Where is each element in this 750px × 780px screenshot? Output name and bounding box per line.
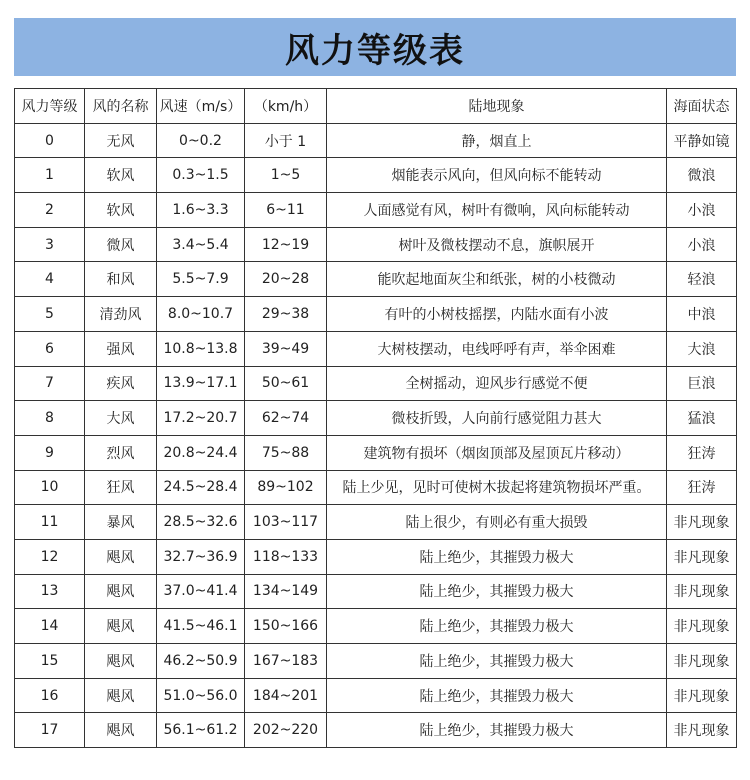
level-cell: 17: [15, 713, 85, 748]
name-cell: 疾风: [85, 366, 157, 401]
table-row: [15, 609, 737, 644]
name-cell: 烈风: [85, 435, 157, 470]
speed-ms-cell: 10.8~13.8: [157, 331, 245, 366]
table-row: [15, 227, 737, 262]
speed-ms-cell: 13.9~17.1: [157, 366, 245, 401]
land-phenomenon-cell: 陆上绝少，其摧毁力极大: [327, 609, 667, 644]
table-row: [15, 505, 737, 540]
header-cell-name: 风的名称: [85, 89, 157, 124]
sea-state-cell: 巨浪: [667, 366, 737, 401]
table-row: [15, 262, 737, 297]
level-cell: 1: [15, 158, 85, 193]
sea-state-cell: 非凡现象: [667, 505, 737, 540]
table-row: [15, 123, 737, 158]
speed-kmh-cell: 150~166: [245, 609, 327, 644]
sea-state-cell: 非凡现象: [667, 609, 737, 644]
name-cell: 飓风: [85, 574, 157, 609]
speed-ms-cell: 8.0~10.7: [157, 297, 245, 332]
land-phenomenon-cell: 陆上绝少，其摧毁力极大: [327, 539, 667, 574]
name-cell: 飓风: [85, 713, 157, 748]
speed-ms-cell: 0.3~1.5: [157, 158, 245, 193]
level-cell: 2: [15, 193, 85, 228]
speed-ms-cell: 56.1~61.2: [157, 713, 245, 748]
land-phenomenon-cell: 烟能表示风向，但风向标不能转动: [327, 158, 667, 193]
land-phenomenon-cell: 全树摇动，迎风步行感觉不便: [327, 366, 667, 401]
level-cell: 4: [15, 262, 85, 297]
speed-kmh-cell: 20~28: [245, 262, 327, 297]
speed-ms-cell: 37.0~41.4: [157, 574, 245, 609]
sea-state-cell: 轻浪: [667, 262, 737, 297]
table-row: [15, 158, 737, 193]
speed-ms-cell: 46.2~50.9: [157, 644, 245, 679]
speed-ms-cell: 20.8~24.4: [157, 435, 245, 470]
sea-state-cell: 猛浪: [667, 401, 737, 436]
land-phenomenon-cell: 有叶的小树枝摇摆，内陆水面有小波: [327, 297, 667, 332]
table-row: [15, 435, 737, 470]
level-cell: 8: [15, 401, 85, 436]
sea-state-cell: 小浪: [667, 193, 737, 228]
land-phenomenon-cell: 建筑物有损坏（烟囱顶部及屋顶瓦片移动）: [327, 435, 667, 470]
level-cell: 15: [15, 644, 85, 679]
header-cell-sea: 海面状态: [667, 89, 737, 124]
sea-state-cell: 非凡现象: [667, 539, 737, 574]
name-cell: 清劲风: [85, 297, 157, 332]
level-cell: 16: [15, 678, 85, 713]
speed-ms-cell: 0~0.2: [157, 123, 245, 158]
table-row: [15, 644, 737, 679]
speed-ms-cell: 32.7~36.9: [157, 539, 245, 574]
header-cell-land: 陆地现象: [327, 89, 667, 124]
speed-ms-cell: 17.2~20.7: [157, 401, 245, 436]
sea-state-cell: 狂涛: [667, 435, 737, 470]
level-cell: 6: [15, 331, 85, 366]
name-cell: 飓风: [85, 609, 157, 644]
land-phenomenon-cell: 人面感觉有风，树叶有微响，风向标能转动: [327, 193, 667, 228]
table-row: [15, 297, 737, 332]
name-cell: 飓风: [85, 644, 157, 679]
speed-ms-cell: 28.5~32.6: [157, 505, 245, 540]
level-cell: 14: [15, 609, 85, 644]
sea-state-cell: 小浪: [667, 227, 737, 262]
speed-kmh-cell: 62~74: [245, 401, 327, 436]
sea-state-cell: 大浪: [667, 331, 737, 366]
land-phenomenon-cell: 静，烟直上: [327, 123, 667, 158]
speed-kmh-cell: 6~11: [245, 193, 327, 228]
land-phenomenon-cell: 陆上绝少，其摧毁力极大: [327, 713, 667, 748]
land-phenomenon-cell: 陆上少见，见时可使树木拔起将建筑物损坏严重。: [327, 470, 667, 505]
land-phenomenon-cell: 能吹起地面灰尘和纸张，树的小枝微动: [327, 262, 667, 297]
table-row: [15, 539, 737, 574]
speed-kmh-cell: 小于 1: [245, 123, 327, 158]
level-cell: 0: [15, 123, 85, 158]
level-cell: 11: [15, 505, 85, 540]
speed-kmh-cell: 167~183: [245, 644, 327, 679]
land-phenomenon-cell: 陆上绝少，其摧毁力极大: [327, 678, 667, 713]
speed-kmh-cell: 50~61: [245, 366, 327, 401]
land-phenomenon-cell: 陆上绝少，其摧毁力极大: [327, 574, 667, 609]
land-phenomenon-cell: 微枝折毁，人向前行感觉阻力甚大: [327, 401, 667, 436]
sea-state-cell: 非凡现象: [667, 713, 737, 748]
speed-kmh-cell: 202~220: [245, 713, 327, 748]
level-cell: 9: [15, 435, 85, 470]
sea-state-cell: 非凡现象: [667, 678, 737, 713]
page-title: 风力等级表: [285, 30, 465, 71]
sea-state-cell: 中浪: [667, 297, 737, 332]
sea-state-cell: 非凡现象: [667, 574, 737, 609]
name-cell: 无风: [85, 123, 157, 158]
level-cell: 5: [15, 297, 85, 332]
table-row: [15, 470, 737, 505]
wind-scale-table: [14, 88, 737, 748]
land-phenomenon-cell: 陆上绝少，其摧毁力极大: [327, 644, 667, 679]
sea-state-cell: 狂涛: [667, 470, 737, 505]
header-cell-speed-kmh: （km/h）: [245, 89, 327, 124]
name-cell: 飓风: [85, 539, 157, 574]
speed-kmh-cell: 118~133: [245, 539, 327, 574]
speed-kmh-cell: 134~149: [245, 574, 327, 609]
land-phenomenon-cell: 陆上很少，有则必有重大损毁: [327, 505, 667, 540]
name-cell: 微风: [85, 227, 157, 262]
level-cell: 3: [15, 227, 85, 262]
speed-kmh-cell: 39~49: [245, 331, 327, 366]
header-cell-speed-ms: 风速（m/s）: [157, 89, 245, 124]
table-row: [15, 193, 737, 228]
name-cell: 狂风: [85, 470, 157, 505]
sea-state-cell: 非凡现象: [667, 644, 737, 679]
name-cell: 强风: [85, 331, 157, 366]
speed-kmh-cell: 75~88: [245, 435, 327, 470]
speed-kmh-cell: 29~38: [245, 297, 327, 332]
speed-ms-cell: 5.5~7.9: [157, 262, 245, 297]
sea-state-cell: 平静如镜: [667, 123, 737, 158]
land-phenomenon-cell: 大树枝摆动，电线呼呼有声，举伞困难: [327, 331, 667, 366]
table-row: [15, 713, 737, 748]
speed-ms-cell: 24.5~28.4: [157, 470, 245, 505]
table-row: [15, 331, 737, 366]
header-row: [15, 89, 737, 124]
header-cell-level: 风力等级: [15, 89, 85, 124]
name-cell: 软风: [85, 193, 157, 228]
speed-kmh-cell: 1~5: [245, 158, 327, 193]
land-phenomenon-cell: 树叶及微枝摆动不息，旗帜展开: [327, 227, 667, 262]
level-cell: 10: [15, 470, 85, 505]
name-cell: 和风: [85, 262, 157, 297]
level-cell: 13: [15, 574, 85, 609]
speed-ms-cell: 3.4~5.4: [157, 227, 245, 262]
level-cell: 7: [15, 366, 85, 401]
title-banner: [14, 18, 736, 76]
table-row: [15, 401, 737, 436]
speed-kmh-cell: 89~102: [245, 470, 327, 505]
name-cell: 暴风: [85, 505, 157, 540]
speed-kmh-cell: 103~117: [245, 505, 327, 540]
name-cell: 大风: [85, 401, 157, 436]
sea-state-cell: 微浪: [667, 158, 737, 193]
speed-kmh-cell: 184~201: [245, 678, 327, 713]
name-cell: 软风: [85, 158, 157, 193]
level-cell: 12: [15, 539, 85, 574]
table-row: [15, 366, 737, 401]
speed-ms-cell: 41.5~46.1: [157, 609, 245, 644]
table-row: [15, 574, 737, 609]
speed-ms-cell: 1.6~3.3: [157, 193, 245, 228]
speed-ms-cell: 51.0~56.0: [157, 678, 245, 713]
table-row: [15, 678, 737, 713]
name-cell: 飓风: [85, 678, 157, 713]
table-body: [15, 123, 737, 747]
speed-kmh-cell: 12~19: [245, 227, 327, 262]
